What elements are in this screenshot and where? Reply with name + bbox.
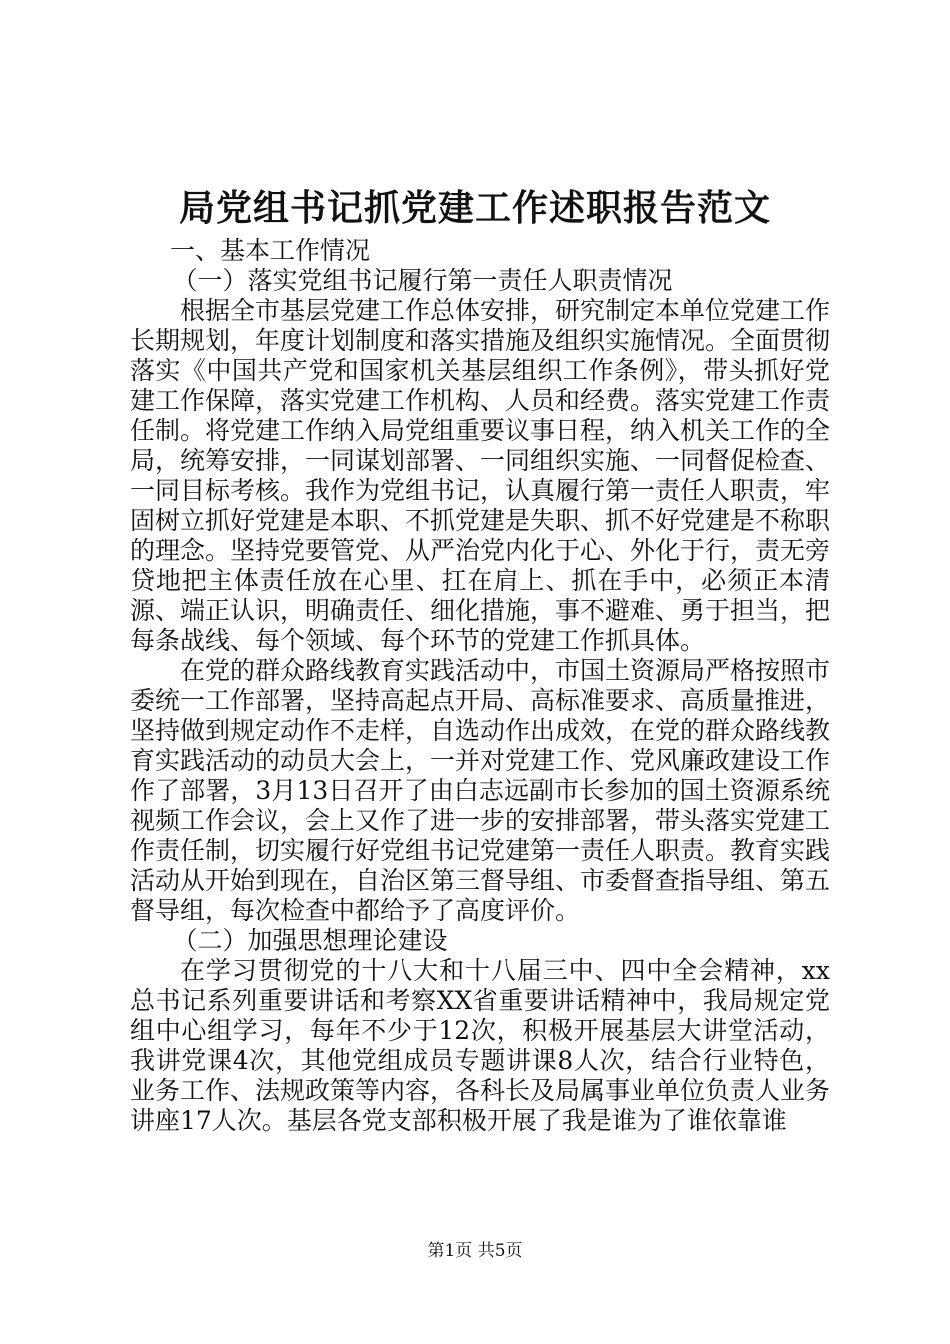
section-heading: 一、基本工作情况 (170, 236, 371, 265)
page-number-footer: 第1页 共5页 (427, 1241, 523, 1261)
subsection-heading: （二）加强思想理论建设 (172, 926, 448, 955)
body-paragraph: 在党的群众路线教育实践活动中，市国土资源局严格按照市委统一工作部署，坚持高起点开局、高标准要求、高质量推进，坚持做到规定动作不走样，自选动作出成效，在党的群众路线教育实践活动的动员大会上，一并对党建工作、党风廉政建设工作作了部署，3月13日召开了由白志远副市长参加的国土资源系统视频工作会议，会上又作了进一步的安排部署，带头落实党建工作责任制，切实履行好党组书记党建第一责任人职责。教育实践活动从开始到现在，自治区第三督导组、市委督查指导组、第五督导组，每次检查中都给予了高度评价。 (130, 656, 831, 925)
document-body (130, 236, 830, 1136)
body-paragraph: 根据全市基层党建工作总体安排，研究制定本单位党建工作长期规划，年度计划制度和落实措施及组织实施情况。全面贯彻落实《中国共产党和国家机关基层组织工作条例》，带头抓好党建工作保障，落实党建工作机构、人员和经费。落实党建工作责任制。将党建工作纳入局党组重要议事日程，纳入机关工作的全局，统筹安排，一同谋划部署、一同组织实施、一同督促检查、一同目标考核。我作为党组书记，认真履行第一责任人职责，牢固树立抓好党建是本职、不抓党建是失职、抓不好党建是不称职的理念。坚持党要管党、从严治党内化于心、外化于行，责无旁贷地把主体责任放在心里、扛在肩上、抓在手中，必须正本清源、端正认识，明确责任、细化措施，事不避难、勇于担当，把每条战线、每个领域、每个环节的党建工作抓具体。 (130, 296, 831, 655)
subsection-heading: （一）落实党组书记履行第一责任人职责情况 (172, 266, 673, 295)
body-paragraph: 在学习贯彻党的十八大和十八届三中、四中全会精神，xx总书记系列重要讲话和考察XX省重要讲话精神中，我局规定党组中心组学习，每年不少于12次，积极开展基层大讲堂活动，我讲党课4次，其他党组成员专题讲课8人次，结合行业特色，业务工作、法规政策等内容，各科长及局属事业单位负责人业务讲座17人次。基层各党支部积极开展了我是谁为了谁依靠谁 (130, 956, 831, 1135)
document-title: 局党组书记抓党建工作述职报告范文 (178, 187, 771, 229)
